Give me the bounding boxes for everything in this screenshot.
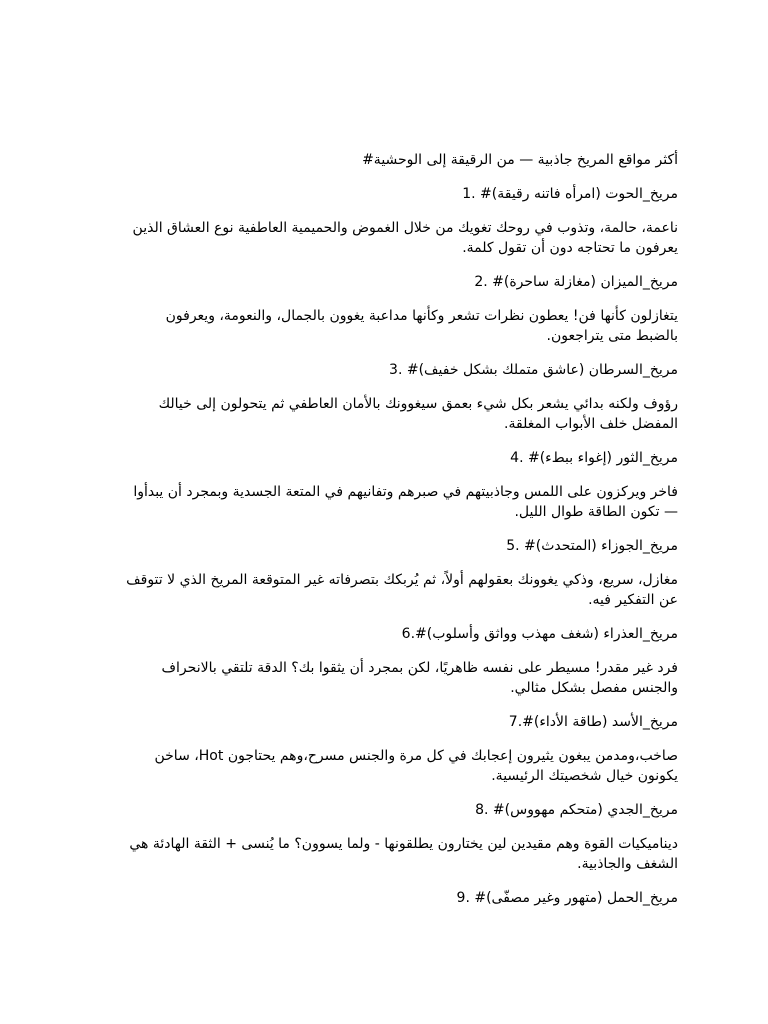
paragraph-line: صاخب،ومدمن يبغون يثيرون إعجابك في كل مرة والجنس مسرح،وهم يحتاجون Hot، ساخن bbox=[154, 748, 678, 764]
section-1 bbox=[90, 184, 678, 258]
section-heading: مريخ_الجوزاء (المتحدث)# .5 bbox=[506, 538, 678, 554]
paragraph-line: ناعمة، حالمة، وتذوب في روحك تغويك من خلال الغموض والحميمية العاطفية نوع العشاق الذين bbox=[132, 220, 678, 236]
section-heading: مريخ_الثور (إغواء ببطء)# .4 bbox=[510, 450, 678, 466]
section-4 bbox=[90, 448, 678, 522]
paragraph-line: يعرفون ما تحتاجه دون أن تقول كلمة. bbox=[462, 240, 678, 256]
paragraph-line: الشغف والجاذبية. bbox=[577, 856, 678, 872]
paragraph-line: يكونون خيال شخصيتك الرئيسية. bbox=[491, 768, 678, 784]
paragraph-line: فاخر ويركزون على اللمس وجاذبيتهم في صبرهم وتفانيهم في المتعة الجسدية وبمجرد أن يبدأوا bbox=[133, 484, 678, 500]
paragraph-line: والجنس مفصل بشكل مثالي. bbox=[510, 680, 678, 696]
paragraph-line: المفضل خلف الأبواب المغلقة. bbox=[504, 416, 678, 432]
section-5 bbox=[90, 536, 678, 610]
section-3 bbox=[90, 360, 678, 434]
paragraph-line: مغازل، سريع، وذكي يغوونك بعقولهم أولاً، ثم يُربكك بتصرفاته غير المتوقعة المريخ الذي لا تتوقف bbox=[126, 572, 678, 588]
section-paragraph bbox=[90, 746, 678, 786]
paragraph-line: — تكون الطاقة طوال الليل. bbox=[514, 504, 678, 520]
section-heading: مريخ_الحمل (متهور وغير مصفّى)# .9 bbox=[456, 890, 678, 906]
section-8 bbox=[90, 800, 678, 874]
section-paragraph bbox=[90, 306, 678, 346]
section-paragraph bbox=[90, 482, 678, 522]
section-paragraph bbox=[90, 570, 678, 610]
section-9 bbox=[90, 888, 678, 908]
document-title: أكثر مواقع المريخ جاذبية — من الرقيقة إلى الوحشية# bbox=[362, 152, 678, 168]
section-6 bbox=[90, 624, 678, 698]
paragraph-line: عن التفكير فيه. bbox=[588, 592, 678, 608]
paragraph-line: فرد غير مقدر! مسيطر على نفسه ظاهريًا، لكن بمجرد أن يثقوا بك؟ الدقة تلتقي بالانحراف bbox=[161, 660, 678, 676]
section-paragraph bbox=[90, 658, 678, 698]
document-page bbox=[90, 150, 678, 922]
section-2 bbox=[90, 272, 678, 346]
section-heading: مريخ_العذراء (شغف مهذب وواثق وأسلوب)#.6 bbox=[401, 626, 678, 642]
section-heading: مريخ_الجدي (متحكم مهووس)# .8 bbox=[475, 802, 678, 818]
paragraph-line: ديناميكيات القوة وهم مقيدين لين يختارون يطلقونها - ولما يسوون؟ ما يُنسى + الثقة الهادئة هي bbox=[129, 836, 678, 852]
section-7 bbox=[90, 712, 678, 786]
section-heading: مريخ_الميزان (مغازلة ساحرة)# .2 bbox=[474, 274, 678, 290]
paragraph-line: بالضبط متى يتراجعون. bbox=[546, 328, 678, 344]
paragraph-line: رؤوف ولكنه بدائي يشعر بكل شيء بعمق سيغوونك بالأمان العاطفي ثم يتحولون إلى خيالك bbox=[158, 396, 678, 412]
section-paragraph bbox=[90, 834, 678, 874]
section-paragraph bbox=[90, 394, 678, 434]
section-paragraph bbox=[90, 218, 678, 258]
section-heading: مريخ_السرطان (عاشق متملك بشكل خفيف)# .3 bbox=[389, 362, 678, 378]
paragraph-line: يتغازلون كأنها فن! يعطون نظرات تشعر وكأنها مداعبة يغوون بالجمال، والنعومة، ويعرفون bbox=[165, 308, 678, 324]
section-heading: مريخ_الحوت (امرأه فاتنه رقيقة)# .1 bbox=[462, 186, 678, 202]
section-heading: مريخ_الأسد (طاقة الأداء)#.7 bbox=[508, 714, 678, 730]
